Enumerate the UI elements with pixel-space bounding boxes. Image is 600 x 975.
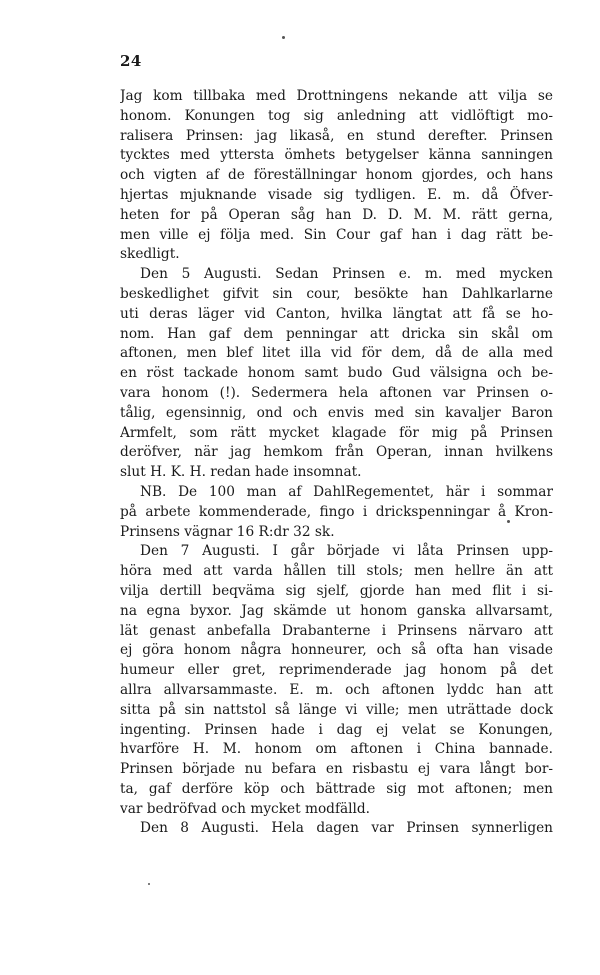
text-line: ralisera Prinsen: jag likaså, en stund derefter. Prinsen — [120, 127, 553, 144]
page-number: 24 — [120, 52, 142, 70]
text-line: ej göra honom några honneurer, och så ofta han visade — [120, 642, 553, 659]
text-line: Armfelt, som rätt mycket klagade för mig på Prinsen — [120, 424, 553, 441]
text-line: NB. De 100 man af DahlRegementet, här i sommar — [140, 483, 553, 500]
text-line: Den 8 Augusti. Hela dagen var Prinsen synnerligen — [140, 820, 553, 837]
text-line: heten for på Operan såg han D. D. M. M. rätt gerna, — [120, 206, 553, 223]
text-line: honom. Konungen tog sig anledning att vidlöftigt mo- — [120, 107, 553, 124]
text-line: ta, gaf derföre köp och bättrade sig mot aftonen; men — [120, 780, 553, 797]
text-line: tålig, egensinnig, ond och envis med sin kavaljer Baron — [120, 404, 553, 421]
print-speck — [148, 883, 150, 885]
text-line: ingenting. Prinsen hade i dag ej velat se Konungen, — [120, 721, 553, 738]
text-line: tycktes med yttersta ömhets betygelser känna sanningen — [120, 147, 553, 164]
text-line: nom. Han gaf dem penningar att dricka sin skål om — [120, 325, 553, 342]
text-line: på arbete kommenderade, fingo i drickspenningar å Kron- — [120, 503, 553, 520]
text-line: Den 5 Augusti. Sedan Prinsen e. m. med mycken — [140, 266, 553, 283]
print-speck — [507, 520, 510, 523]
text-line: aftonen, men blef litet illa vid för dem, då de alla med — [120, 345, 553, 362]
text-line: deröfver, när jag hemkom från Operan, innan hvilkens — [120, 444, 553, 461]
text-line: hjertas mjuknande visade sig tydligen. E. m. då Öfver- — [120, 186, 553, 203]
text-line: na egna byxor. Jag skämde ut honom ganska allvarsamt, — [120, 602, 553, 619]
text-line: hvarföre H. M. honom om aftonen i China bannade. — [120, 741, 553, 758]
print-speck — [282, 36, 285, 39]
text-line: vilja dertill beqväma sig sjelf, gjorde han med flit i si- — [120, 582, 553, 599]
text-line: vara honom (!). Sedermera hela aftonen var Prinsen o- — [120, 384, 553, 401]
text-line: allra allvarsammaste. E. m. och aftonen lyddc han att — [120, 681, 553, 698]
text-line: sitta på sin nattstol så länge vi ville; men uträttade dock — [120, 701, 553, 718]
text-line: Den 7 Augusti. I går började vi låta Prinsen upp- — [140, 543, 553, 560]
text-line: beskedlighet gifvit sin cour, besökte han Dahlkarlarne — [120, 285, 553, 302]
text-line: uti deras läger vid Canton, hvilka längtat att få se ho- — [120, 305, 553, 322]
text-line: var bedröfvad och mycket modfälld. — [120, 800, 371, 817]
body-text — [120, 87, 553, 839]
text-line: humeur eller gret, reprimenderade jag honom på det — [120, 662, 553, 679]
text-line: Prinsens vägnar 16 R:dr 32 sk. — [120, 523, 335, 540]
text-line: höra med att varda hållen till stols; men hellre än att — [120, 563, 553, 580]
text-line: och vigten af de föreställningar honom gjordes, och hans — [120, 167, 553, 184]
text-line: skedligt. — [120, 246, 180, 263]
text-line: men ville ej följa med. Sin Cour gaf han i dag rätt be- — [120, 226, 553, 243]
text-line: Jag kom tillbaka med Drottningens nekande att vilja se — [120, 88, 553, 104]
text-line: slut H. K. H. redan hade insomnat. — [120, 464, 362, 481]
text-line: en röst tackade honom samt budo Gud välsigna och be- — [120, 365, 553, 382]
text-line: lät genast anbefalla Drabanterne i Prinsens närvaro att — [120, 622, 553, 639]
text-line: Prinsen började nu befara en risbastu ej vara långt bor- — [120, 761, 553, 778]
